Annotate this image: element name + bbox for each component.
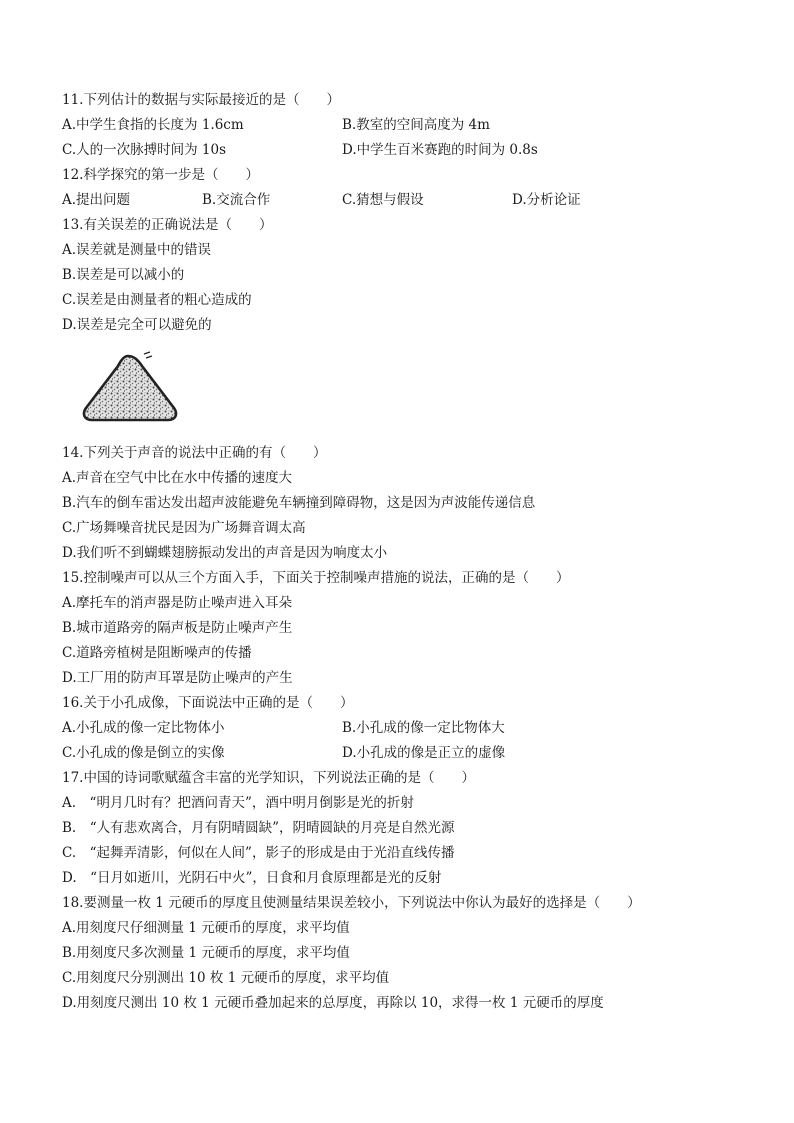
q18-option-b: B.用刻度尺多次测量 1 元硬币的厚度，求平均值 — [62, 945, 350, 961]
q15-option-a: A.摩托车的消声器是防止噪声进入耳朵 — [62, 595, 293, 611]
triangle-figure — [80, 350, 180, 428]
q12-option-a: A.提出问题 — [62, 192, 131, 208]
q15-option-b: B.城市道路旁的隔声板是防止噪声产生 — [62, 620, 293, 636]
q15-option-d: D.工厂用的防声耳罩是防止噪声的产生 — [62, 670, 293, 686]
triangle-shape — [84, 356, 176, 420]
q11-stem: 11.下列估计的数据与实际最接近的是（ ） — [62, 92, 340, 108]
q13-option-a: A.误差就是测量中的错误 — [62, 242, 212, 258]
q18-option-d: D.用刻度尺测出 10 枚 1 元硬币叠加起来的总厚度，再除以 10，求得一枚 1 元硬币的厚度 — [62, 995, 604, 1011]
q16-stem: 16.关于小孔成像，下面说法中正确的是（ ） — [62, 695, 354, 711]
q14-option-c: C.广场舞噪音扰民是因为广场舞音调太高 — [62, 520, 306, 536]
q17-option-a: A. “明月几时有？把酒问青天”，酒中明月倒影是光的折射 — [62, 795, 414, 811]
q17-stem: 17.中国的诗词歌赋蕴含丰富的光学知识，下列说法正确的是（ ） — [62, 770, 475, 786]
q12-option-b: B.交流合作 — [202, 192, 271, 208]
q15-option-c: C.道路旁植树是阻断噪声的传播 — [62, 645, 252, 661]
q12-stem: 12.科学探究的第一步是（ ） — [62, 167, 259, 183]
q17-option-d: D. “日月如逝川，光阴石中火”，日食和月食原理都是光的反射 — [62, 870, 442, 886]
q13-option-d: D.误差是完全可以避免的 — [62, 317, 212, 333]
q11-option-a: A.中学生食指的长度为 1.6cm — [62, 117, 244, 133]
q13-stem: 13.有关误差的正确说法是（ ） — [62, 217, 273, 233]
q13-option-b: B.误差是可以减小的 — [62, 267, 185, 283]
q17-option-b: B. “人有悲欢离合，月有阴晴圆缺”，阴晴圆缺的月亮是自然光源 — [62, 820, 455, 836]
q18-stem: 18.要测量一枚 1 元硬币的厚度且使测量结果误差较小，下列说法中你认为最好的选择是（ ） — [62, 895, 641, 911]
triangle-edge-mark — [144, 352, 152, 358]
q11-option-d: D.中学生百米赛跑的时间为 0.8s — [342, 142, 538, 158]
q11-option-c: C.人的一次脉搏时间为 10s — [62, 142, 227, 158]
q16-option-d: D.小孔成的像是正立的虚像 — [342, 745, 506, 761]
q12-option-c: C.猜想与假设 — [342, 192, 424, 208]
q13-option-c: C.误差是由测量者的粗心造成的 — [62, 292, 252, 308]
q18-option-a: A.用刻度尺仔细测量 1 元硬币的厚度，求平均值 — [62, 920, 350, 936]
q14-stem: 14.下列关于声音的说法中正确的有（ ） — [62, 445, 327, 461]
q15-stem: 15.控制噪声可以从三个方面入手，下面关于控制噪声措施的说法，正确的是（ ） — [62, 570, 570, 586]
q17-option-c: C. “起舞弄清影，何似在人间”，影子的形成是由于光沿直线传播 — [62, 845, 455, 861]
q14-option-d: D.我们听不到蝴蝶翅膀振动发出的声音是因为响度太小 — [62, 545, 388, 561]
q16-option-c: C.小孔成的像是倒立的实像 — [62, 745, 225, 761]
q12-option-d: D.分析论证 — [512, 192, 581, 208]
q11-option-b: B.教室的空间高度为 4m — [342, 117, 490, 133]
q16-option-b: B.小孔成的像一定比物体大 — [342, 720, 505, 736]
q18-option-c: C.用刻度尺分别测出 10 枚 1 元硬币的厚度，求平均值 — [62, 970, 390, 986]
q14-option-b: B.汽车的倒车雷达发出超声波能避免车辆撞到障碍物，这是因为声波能传递信息 — [62, 495, 536, 511]
q14-option-a: A.声音在空气中比在水中传播的速度大 — [62, 470, 293, 486]
q16-option-a: A.小孔成的像一定比物体小 — [62, 720, 225, 736]
